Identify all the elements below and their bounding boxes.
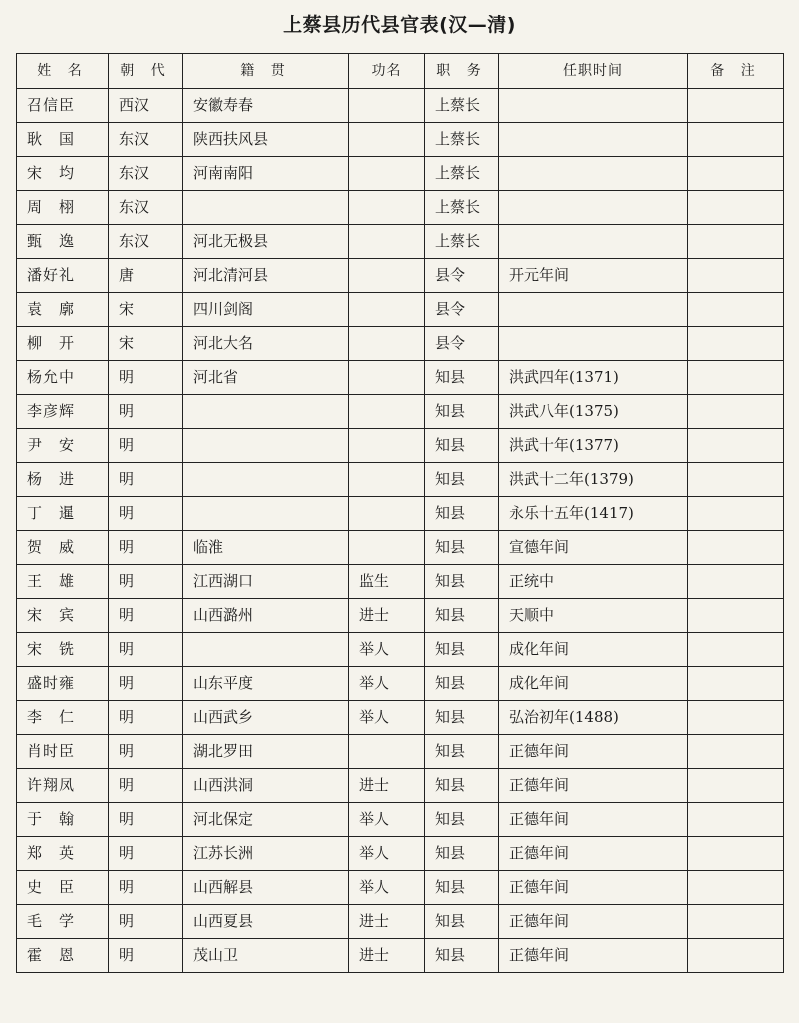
cell-name: 王 雄: [17, 565, 109, 599]
cell-note: [688, 633, 784, 667]
cell-post: 知县: [425, 905, 499, 939]
cell-name: 毛 学: [17, 905, 109, 939]
cell-post: 知县: [425, 803, 499, 837]
cell-dynasty: 东汉: [109, 157, 183, 191]
table-row: [17, 769, 784, 803]
cell-name: 于 翰: [17, 803, 109, 837]
cell-name: 尹 安: [17, 429, 109, 463]
cell-origin: [183, 191, 349, 225]
table-row: [17, 157, 784, 191]
cell-rank: [349, 735, 425, 769]
cell-post: 上蔡长: [425, 225, 499, 259]
cell-name: 甄 逸: [17, 225, 109, 259]
cell-term: 宣德年间: [499, 531, 688, 565]
table-body: [17, 89, 784, 973]
header-rank: 功名: [349, 54, 425, 89]
cell-rank: [349, 463, 425, 497]
cell-note: [688, 191, 784, 225]
cell-dynasty: 东汉: [109, 225, 183, 259]
cell-term: 正德年间: [499, 939, 688, 973]
cell-dynasty: 西汉: [109, 89, 183, 123]
cell-term: 正德年间: [499, 803, 688, 837]
cell-origin: [183, 463, 349, 497]
cell-dynasty: 明: [109, 871, 183, 905]
cell-name: 霍 恩: [17, 939, 109, 973]
cell-post: 上蔡长: [425, 157, 499, 191]
table-row: [17, 599, 784, 633]
table-row: [17, 803, 784, 837]
cell-note: [688, 769, 784, 803]
cell-origin: 河北省: [183, 361, 349, 395]
cell-name: 宋 铣: [17, 633, 109, 667]
cell-term: 永乐十五年(1417): [499, 497, 688, 531]
cell-post: 县令: [425, 293, 499, 327]
cell-name: 杨允中: [17, 361, 109, 395]
cell-origin: [183, 497, 349, 531]
cell-dynasty: 明: [109, 497, 183, 531]
cell-term: 正统中: [499, 565, 688, 599]
cell-post: 知县: [425, 667, 499, 701]
table-row: [17, 667, 784, 701]
cell-name: 召信臣: [17, 89, 109, 123]
cell-term: [499, 225, 688, 259]
cell-name: 丁 暹: [17, 497, 109, 531]
cell-origin: [183, 395, 349, 429]
cell-origin: 四川剑阁: [183, 293, 349, 327]
cell-origin: 山西武乡: [183, 701, 349, 735]
cell-note: [688, 905, 784, 939]
cell-name: 柳 开: [17, 327, 109, 361]
cell-rank: 举人: [349, 871, 425, 905]
cell-term: 正德年间: [499, 837, 688, 871]
cell-term: 天顺中: [499, 599, 688, 633]
cell-origin: 山西夏县: [183, 905, 349, 939]
cell-note: [688, 89, 784, 123]
cell-origin: 茂山卫: [183, 939, 349, 973]
table-row: [17, 361, 784, 395]
cell-origin: 河北清河县: [183, 259, 349, 293]
page-title: 上蔡县历代县官表(汉—清): [283, 14, 516, 36]
header-post: 职 务: [425, 54, 499, 89]
cell-note: [688, 939, 784, 973]
cell-term: 正德年间: [499, 905, 688, 939]
cell-term: [499, 293, 688, 327]
cell-name: 李彦辉: [17, 395, 109, 429]
cell-name: 耿 国: [17, 123, 109, 157]
table-row: [17, 905, 784, 939]
table-row: [17, 837, 784, 871]
cell-note: [688, 803, 784, 837]
cell-rank: [349, 497, 425, 531]
cell-dynasty: 明: [109, 701, 183, 735]
cell-name: 潘好礼: [17, 259, 109, 293]
cell-dynasty: 明: [109, 565, 183, 599]
cell-term: 成化年间: [499, 633, 688, 667]
header-note: 备 注: [688, 54, 784, 89]
cell-note: [688, 565, 784, 599]
cell-rank: [349, 327, 425, 361]
cell-term: [499, 327, 688, 361]
cell-dynasty: 明: [109, 361, 183, 395]
cell-dynasty: 明: [109, 803, 183, 837]
cell-origin: 河南南阳: [183, 157, 349, 191]
cell-origin: 河北无极县: [183, 225, 349, 259]
cell-post: 知县: [425, 531, 499, 565]
cell-dynasty: 明: [109, 429, 183, 463]
cell-rank: [349, 293, 425, 327]
table-row: [17, 939, 784, 973]
cell-term: 洪武十年(1377): [499, 429, 688, 463]
cell-note: [688, 225, 784, 259]
header-term: 任职时间: [499, 54, 688, 89]
cell-note: [688, 531, 784, 565]
cell-rank: [349, 123, 425, 157]
cell-rank: [349, 531, 425, 565]
cell-dynasty: 东汉: [109, 123, 183, 157]
cell-term: 弘治初年(1488): [499, 701, 688, 735]
cell-post: 知县: [425, 497, 499, 531]
cell-dynasty: 明: [109, 667, 183, 701]
cell-origin: 山西洪洞: [183, 769, 349, 803]
cell-dynasty: 明: [109, 531, 183, 565]
cell-dynasty: 明: [109, 939, 183, 973]
cell-name: 盛时雍: [17, 667, 109, 701]
cell-name: 李 仁: [17, 701, 109, 735]
cell-note: [688, 429, 784, 463]
table-row: [17, 395, 784, 429]
cell-rank: [349, 259, 425, 293]
cell-origin: 山西解县: [183, 871, 349, 905]
cell-dynasty: 宋: [109, 293, 183, 327]
cell-dynasty: 明: [109, 769, 183, 803]
cell-name: 史 臣: [17, 871, 109, 905]
cell-note: [688, 361, 784, 395]
table-row: [17, 633, 784, 667]
table-row: [17, 89, 784, 123]
cell-note: [688, 259, 784, 293]
header-name: 姓 名: [17, 54, 109, 89]
cell-rank: 举人: [349, 701, 425, 735]
cell-dynasty: 明: [109, 463, 183, 497]
cell-name: 许翔凤: [17, 769, 109, 803]
cell-post: 知县: [425, 395, 499, 429]
cell-origin: [183, 429, 349, 463]
cell-term: 正德年间: [499, 769, 688, 803]
cell-dynasty: 明: [109, 395, 183, 429]
cell-post: 上蔡长: [425, 191, 499, 225]
table-row: [17, 463, 784, 497]
cell-note: [688, 701, 784, 735]
cell-post: 知县: [425, 701, 499, 735]
cell-dynasty: 唐: [109, 259, 183, 293]
table-row: [17, 497, 784, 531]
cell-rank: [349, 429, 425, 463]
cell-rank: 举人: [349, 803, 425, 837]
cell-note: [688, 293, 784, 327]
cell-rank: [349, 89, 425, 123]
table-row: [17, 191, 784, 225]
cell-term: [499, 157, 688, 191]
table-row: [17, 225, 784, 259]
cell-dynasty: 明: [109, 837, 183, 871]
cell-origin: [183, 633, 349, 667]
table-row: [17, 565, 784, 599]
header-dynasty: 朝 代: [109, 54, 183, 89]
cell-note: [688, 463, 784, 497]
cell-note: [688, 837, 784, 871]
cell-rank: [349, 395, 425, 429]
cell-origin: 湖北罗田: [183, 735, 349, 769]
cell-dynasty: 东汉: [109, 191, 183, 225]
cell-dynasty: 明: [109, 633, 183, 667]
table-row: [17, 531, 784, 565]
cell-note: [688, 599, 784, 633]
cell-name: 宋 宾: [17, 599, 109, 633]
cell-term: 洪武十二年(1379): [499, 463, 688, 497]
table-row: [17, 429, 784, 463]
cell-post: 知县: [425, 633, 499, 667]
cell-post: 知县: [425, 871, 499, 905]
cell-post: 知县: [425, 463, 499, 497]
cell-origin: 临淮: [183, 531, 349, 565]
table-header-row: [17, 54, 784, 89]
magistrate-table: [16, 53, 784, 973]
cell-note: [688, 395, 784, 429]
cell-dynasty: 明: [109, 735, 183, 769]
cell-term: 正德年间: [499, 735, 688, 769]
cell-post: 上蔡长: [425, 123, 499, 157]
header-origin: 籍 贯: [183, 54, 349, 89]
cell-name: 宋 均: [17, 157, 109, 191]
cell-rank: [349, 225, 425, 259]
cell-origin: 陕西扶风县: [183, 123, 349, 157]
cell-note: [688, 123, 784, 157]
cell-term: 洪武四年(1371): [499, 361, 688, 395]
cell-rank: [349, 157, 425, 191]
cell-post: 知县: [425, 361, 499, 395]
table-row: [17, 123, 784, 157]
cell-rank: [349, 191, 425, 225]
cell-rank: 进士: [349, 599, 425, 633]
cell-note: [688, 157, 784, 191]
cell-term: [499, 191, 688, 225]
cell-origin: 河北保定: [183, 803, 349, 837]
cell-rank: 举人: [349, 633, 425, 667]
cell-dynasty: 明: [109, 599, 183, 633]
cell-note: [688, 735, 784, 769]
table-row: [17, 701, 784, 735]
cell-post: 上蔡长: [425, 89, 499, 123]
cell-post: 县令: [425, 259, 499, 293]
cell-rank: 进士: [349, 905, 425, 939]
cell-rank: 进士: [349, 939, 425, 973]
table-row: [17, 735, 784, 769]
cell-origin: 江西湖口: [183, 565, 349, 599]
cell-term: 正德年间: [499, 871, 688, 905]
cell-post: 知县: [425, 599, 499, 633]
cell-note: [688, 667, 784, 701]
table-row: [17, 259, 784, 293]
cell-dynasty: 明: [109, 905, 183, 939]
cell-post: 县令: [425, 327, 499, 361]
cell-name: 袁 廓: [17, 293, 109, 327]
cell-origin: 安徽寿春: [183, 89, 349, 123]
table-row: [17, 293, 784, 327]
cell-dynasty: 宋: [109, 327, 183, 361]
cell-term: 成化年间: [499, 667, 688, 701]
cell-term: [499, 89, 688, 123]
cell-name: 贺 威: [17, 531, 109, 565]
cell-rank: 举人: [349, 667, 425, 701]
cell-note: [688, 497, 784, 531]
cell-post: 知县: [425, 769, 499, 803]
cell-post: 知县: [425, 735, 499, 769]
cell-post: 知县: [425, 837, 499, 871]
cell-name: 肖时臣: [17, 735, 109, 769]
cell-origin: 山东平度: [183, 667, 349, 701]
table-row: [17, 327, 784, 361]
cell-rank: 监生: [349, 565, 425, 599]
cell-term: 开元年间: [499, 259, 688, 293]
cell-name: 周 栩: [17, 191, 109, 225]
cell-rank: 举人: [349, 837, 425, 871]
cell-origin: 山西潞州: [183, 599, 349, 633]
cell-name: 郑 英: [17, 837, 109, 871]
cell-post: 知县: [425, 565, 499, 599]
cell-name: 杨 进: [17, 463, 109, 497]
cell-note: [688, 871, 784, 905]
cell-origin: 江苏长洲: [183, 837, 349, 871]
cell-origin: 河北大名: [183, 327, 349, 361]
cell-term: 洪武八年(1375): [499, 395, 688, 429]
table-row: [17, 871, 784, 905]
cell-post: 知县: [425, 939, 499, 973]
cell-rank: [349, 361, 425, 395]
cell-term: [499, 123, 688, 157]
cell-post: 知县: [425, 429, 499, 463]
cell-note: [688, 327, 784, 361]
cell-rank: 进士: [349, 769, 425, 803]
